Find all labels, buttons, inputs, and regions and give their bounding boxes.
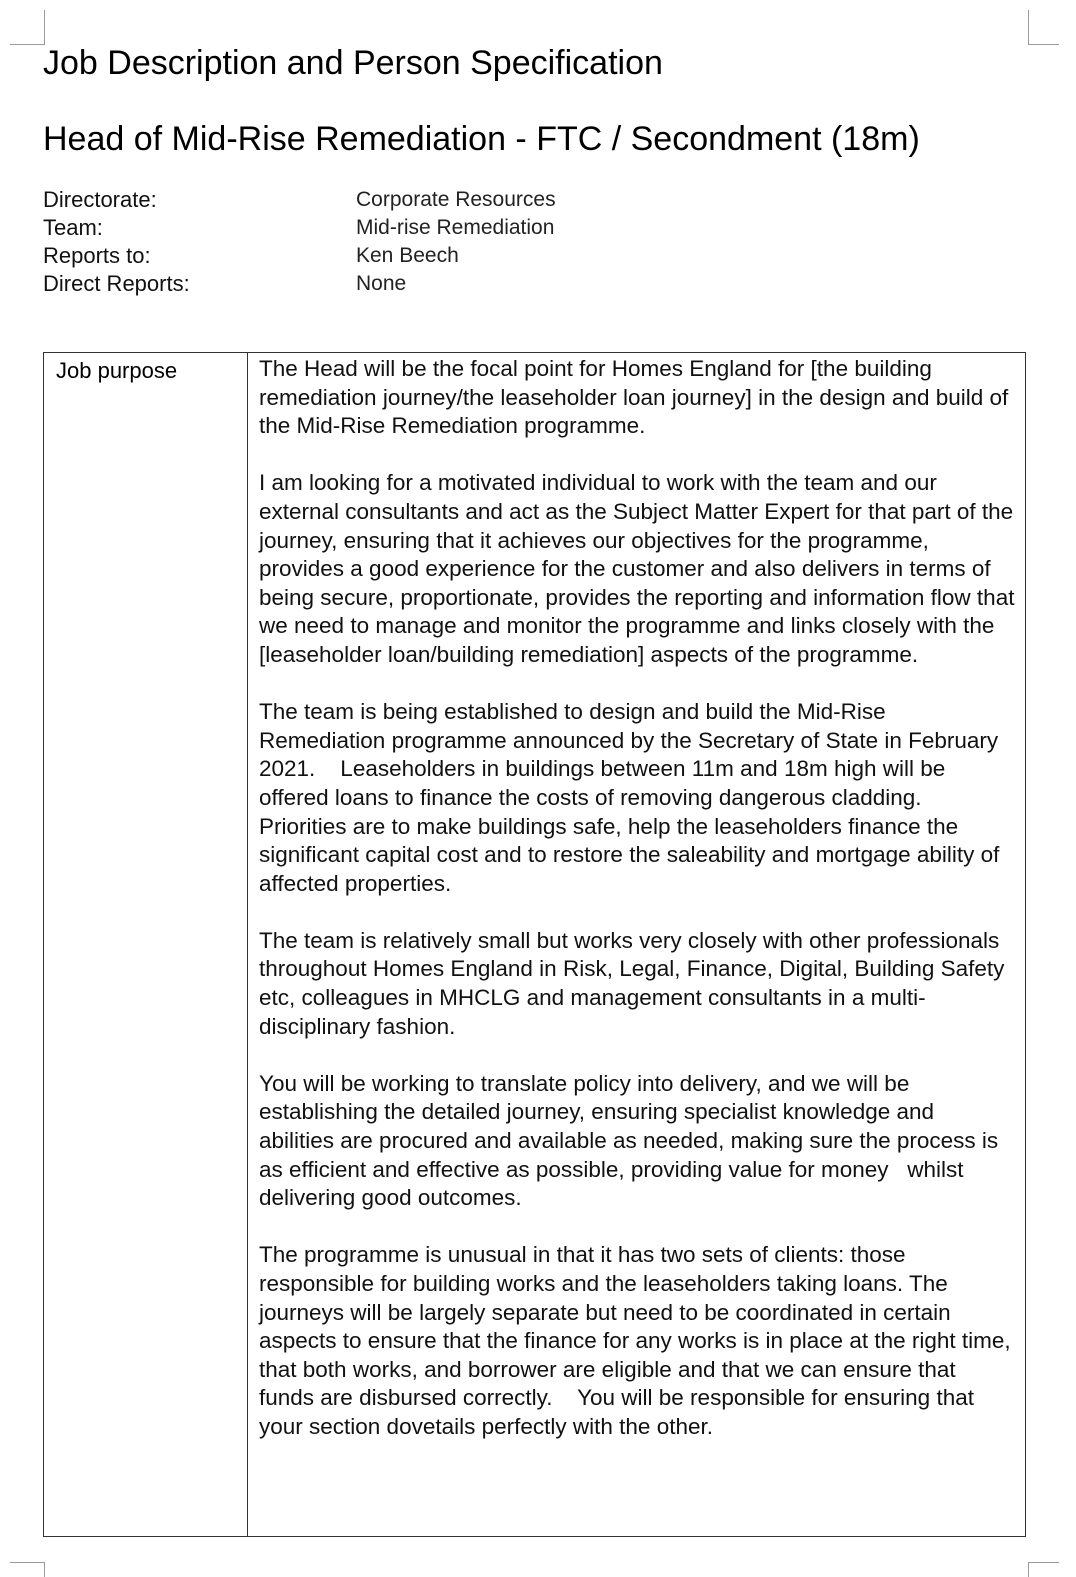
meta-value: Mid-rise Remediation [356,216,555,239]
meta-label: Direct Reports: [43,271,190,296]
crop-mark-top-right [1028,10,1059,45]
job-purpose-table [43,352,1026,1537]
job-purpose-paragraph: The team is being established to design and build the Mid-Rise Remediation programme announced by the Secretary of State in February 2021. Leaseholders in buildings between 11m and 18m high will be offered loans to finance the costs of removing dangerous cladding. Priorities are to make buildings safe, help the leaseholders finance the significant capital cost and to restore the saleability and mortgage ability of affected properties. [259,699,1006,896]
job-purpose-label-cell [44,353,248,1536]
meta-row-direct-reports [43,270,743,298]
job-title: Head of Mid-Rise Remediation - FTC / Secondment (18m) [43,120,920,158]
crop-mark-bottom-left [10,1562,45,1577]
document-title: Job Description and Person Specification [43,44,663,82]
meta-row-directorate [43,186,743,214]
job-purpose-content-cell [248,353,1025,1536]
meta-label: Team: [43,215,103,240]
job-meta-list [43,186,743,298]
meta-row-reports-to [43,242,743,270]
job-purpose-paragraph: The team is relatively small but works very closely with other professionals throughout Homes England in Risk, Legal, Finance, Digital, Building Safety etc, colleagues in MHCLG and management consultants in a multi-disciplinary fashion. [259,927,1011,1039]
meta-value: Corporate Resources [356,188,556,211]
job-purpose-paragraph: I am looking for a motivated individual to work with the team and our external consultants and act as the Subject Matter Expert for that part of the journey, ensuring that it achieves our objectives for the programme, provides a good experience for the customer and also delivers in terms of being secure, proportionate, provides the reporting and information flow that we need to manage and monitor the programme and links closely with the [leaseholder loan/building remediation] aspects of the programme. [259,470,1021,667]
meta-value: Ken Beech [356,244,459,267]
job-purpose-label: Job purpose [56,358,178,383]
job-purpose-paragraph: You will be working to translate policy into delivery, and we will be establishing the detailed journey, ensuring specialist knowledge and abilities are procured and available as needed, making sure the process is as efficient and effective as possible, providing value for money whilst delivering good outcomes. [259,1070,1005,1211]
crop-mark-top-left [10,10,45,45]
meta-label: Directorate: [43,187,157,212]
crop-mark-bottom-right [1028,1562,1059,1577]
meta-row-team [43,214,743,242]
meta-label: Reports to: [43,243,151,268]
job-purpose-paragraph: The programme is unusual in that it has two sets of clients: those responsible for building works and the leaseholders taking loans. The journeys will be largely separate but need to be coordinated in certain aspects to ensure that the finance for any works is in place at the right time, that both works, and borrower are eligible and that we can ensure that funds are disbursed correctly. You will be responsible for ensuring that your section dovetails perfectly with the other. [259,1242,1017,1439]
meta-value: None [356,272,407,295]
job-purpose-paragraph: The Head will be the focal point for Homes England for [the building remediation journey/the leaseholder loan journey] in the design and build of the Mid-Rise Remediation programme. [259,356,1015,439]
